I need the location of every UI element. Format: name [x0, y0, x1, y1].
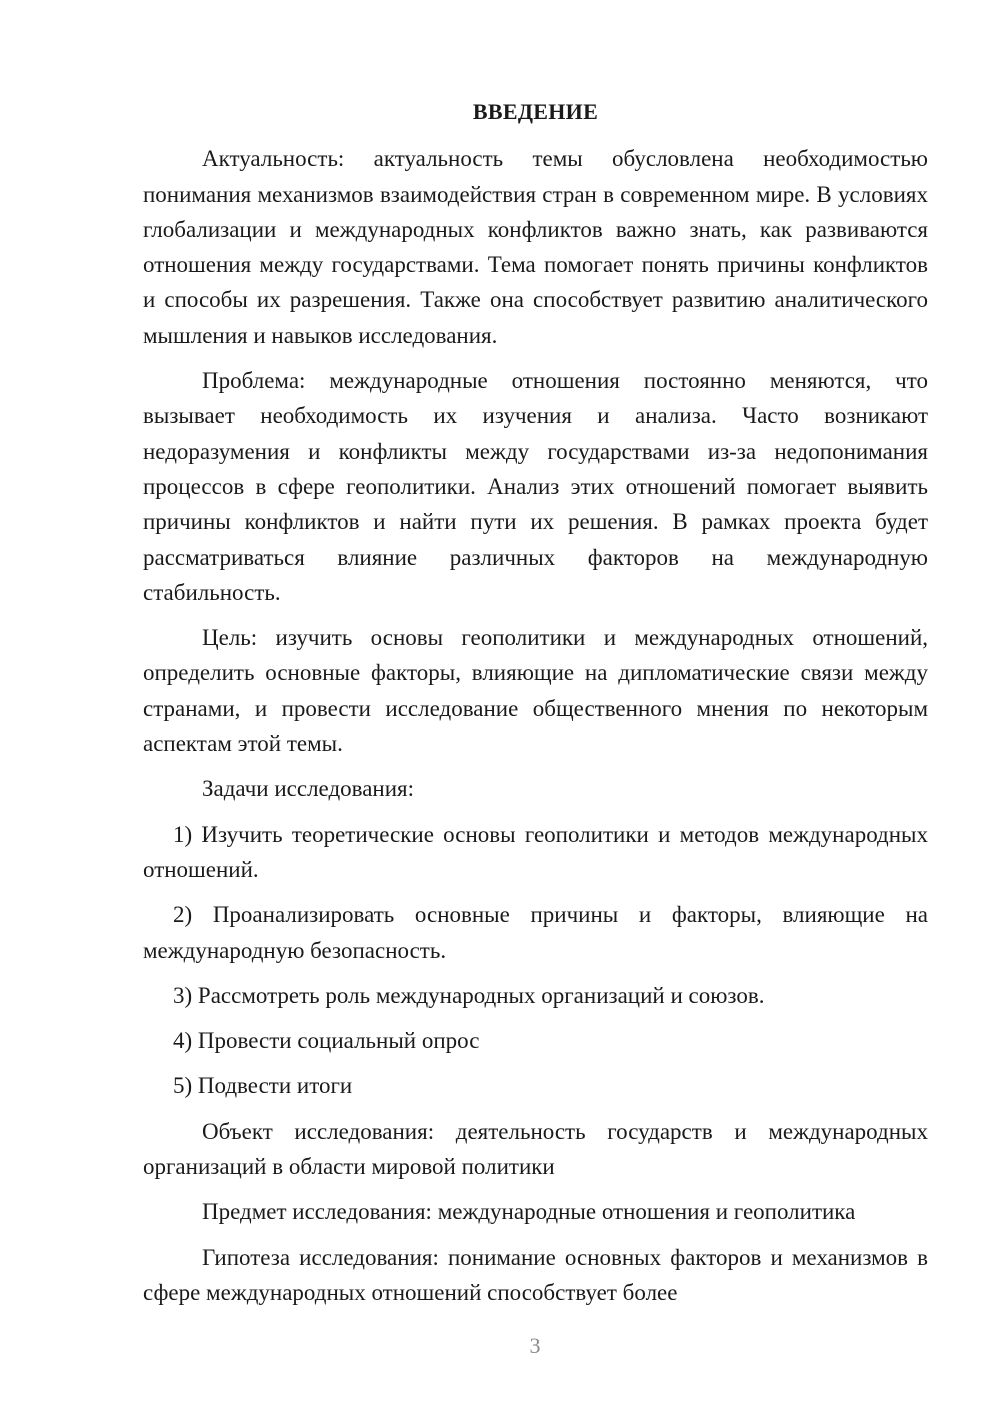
paragraph-problem: Проблема: международные отношения постоянно меняются, что вызывает необходимость их изучения и анализа. Часто возникают недоразумения и конфликты между государствами из-за недопонимания процессов в сфере геополитики. Анализ этих отношений помогает выявить причины конфликтов и найти пути их решения. В рамках проекта будет рассматриваться влияние различных факторов на международную стабильность. — [143, 368, 928, 605]
page-content — [143, 94, 928, 1320]
paragraph-subject: Предмет исследования: международные отношения и геополитика — [202, 1199, 856, 1225]
task-item: 5) Подвести итоги — [173, 1073, 353, 1099]
task-item: 4) Провести социальный опрос — [173, 1028, 480, 1054]
paragraph-object: Объект исследования: деятельность государств и международных организаций в области мировой политики — [143, 1118, 928, 1180]
paragraph-relevance: Актуальность: актуальность темы обусловлена необходимостью понимания механизмов взаимодействия стран в современном мире. В условиях глобализации и международных конфликтов важно знать, как развиваются отношения между государствами. Тема помогает понять причины конфликтов и способы их разрешения. Также она способствует развитию аналитического мышления и навыков исследования. — [143, 146, 928, 348]
paragraph-goal: Цель: изучить основы геополитики и международных отношений, определить основные факторы, влияющие на дипломатические связи между странами, и провести исследование общественного мнения по некоторым аспектам этой темы. — [143, 625, 928, 757]
task-item: 3) Рассмотреть роль международных организаций и союзов. — [173, 982, 765, 1008]
page-title: ВВЕДЕНИЕ — [472, 99, 599, 124]
task-item: 1) Изучить теоретические основы геополитики и методов международных отношений. — [143, 821, 928, 882]
tasks-heading: Задачи исследования: — [202, 776, 415, 802]
page-number: 3 — [529, 1333, 541, 1358]
task-item: 2) Проанализировать основные причины и факторы, влияющие на международную безопасность. — [143, 902, 928, 963]
paragraph-hypothesis: Гипотеза исследования: понимание основных факторов и механизмов в сфере международных отношений способствует более — [143, 1244, 928, 1305]
